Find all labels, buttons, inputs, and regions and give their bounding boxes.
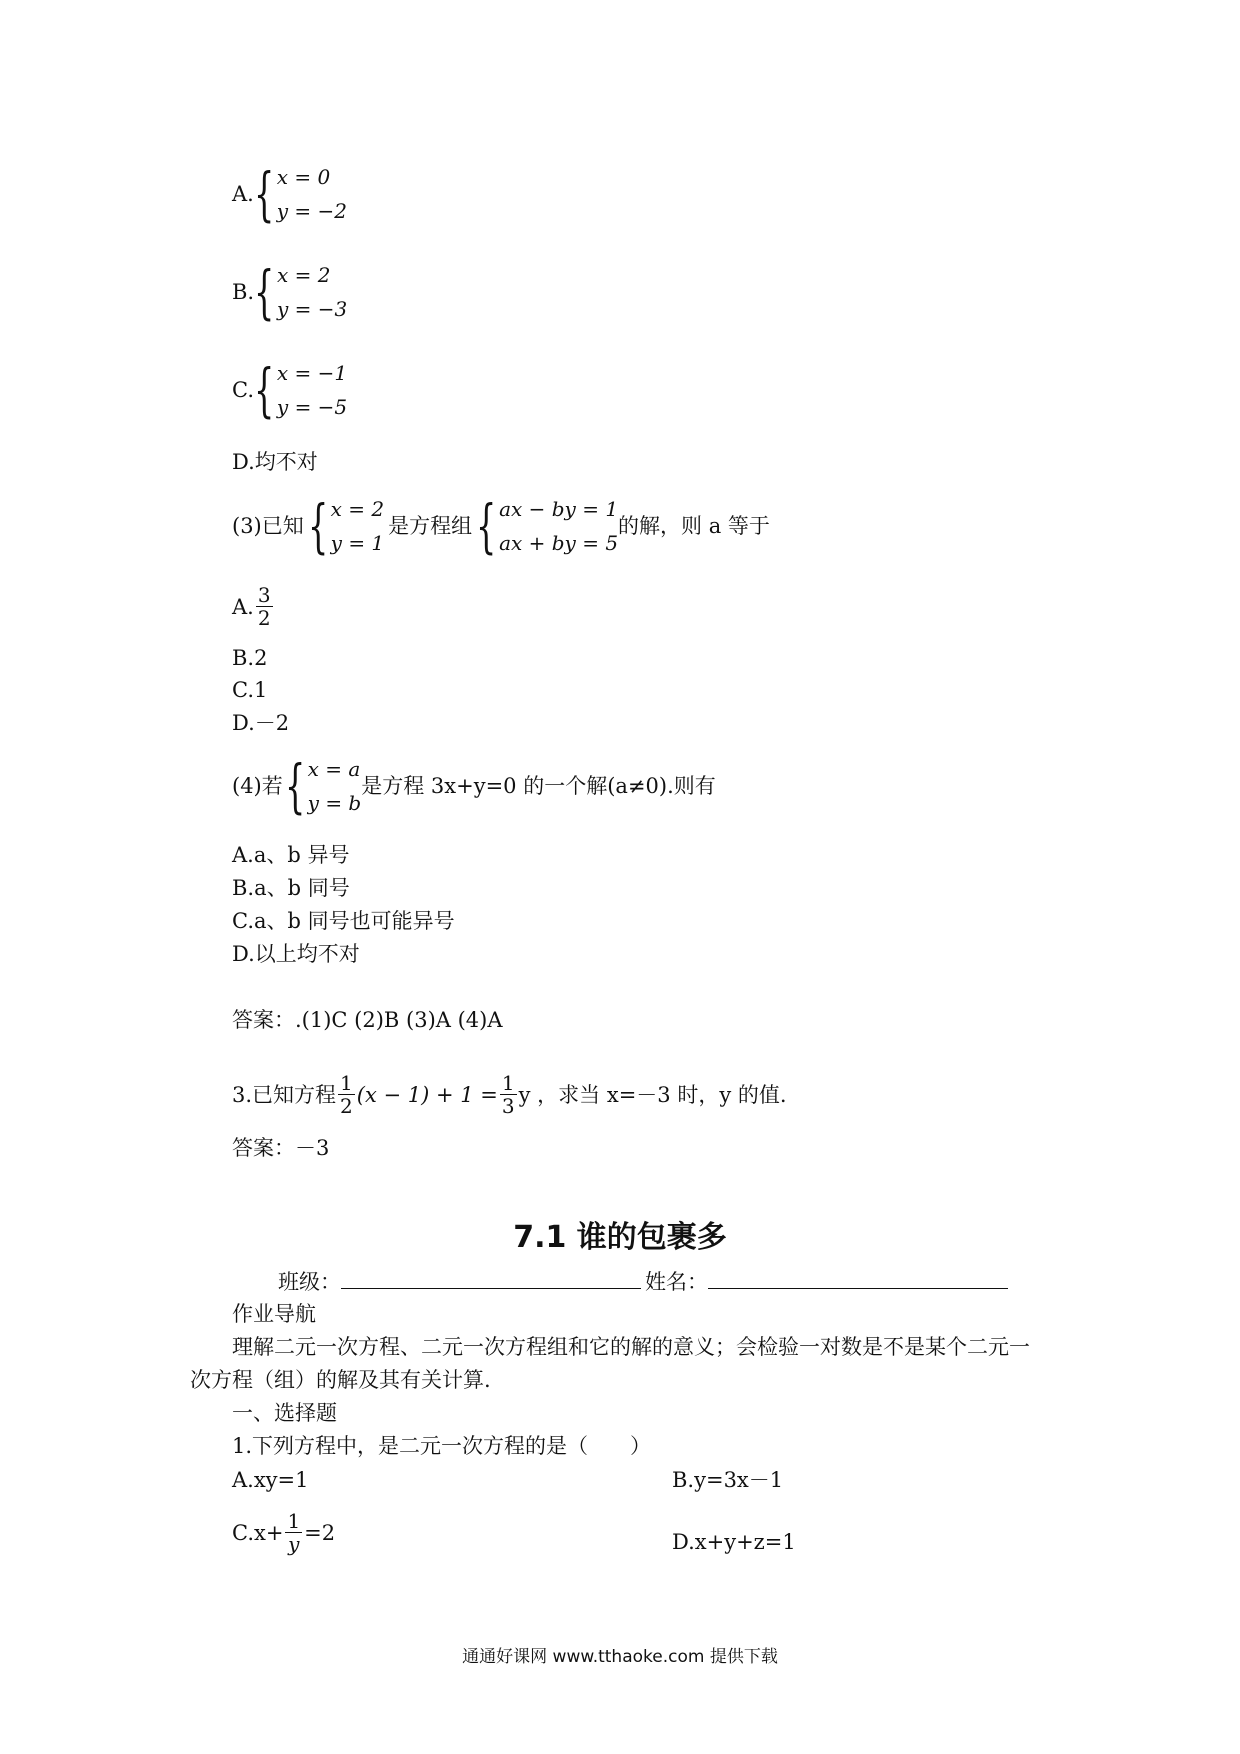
equation-row: x = −1 [276,361,348,385]
option-label: C. [232,378,254,402]
numerator: 1 [340,1071,353,1095]
question-1: 1.下列方程中，是二元一次方程的是（ ） [232,1434,652,1458]
class-label: 班级： [278,1270,341,1294]
brace: { [254,356,275,424]
option-b: B.a、b 同号 [232,876,350,900]
option-d: D.－2 [232,711,290,735]
option-d: D.以上均不对 [232,942,360,966]
option-c: C.1 [232,678,268,702]
equation-row: ax − by = 1 [499,497,619,521]
fraction [256,584,273,629]
equation-row: y = −2 [276,199,348,223]
denominator: 2 [340,1094,353,1118]
question-suffix: y ，求当 x=－3 时，y 的值. [518,1082,787,1107]
option-label: A. [232,182,254,206]
question-prefix: 3.已知方程 [232,1082,337,1107]
option-a: A.a、b 异号 [232,843,350,867]
option-c [232,1510,335,1555]
equation-row: y = −3 [277,297,348,321]
brace: { [476,492,497,560]
nav-heading: 作业导航 [232,1302,316,1326]
equation-row: y = b [307,791,362,815]
class-name-line [278,1268,1008,1294]
equation-row: x = 0 [276,165,331,189]
answer: 答案：.(1)C (2)B (3)A (4)A [232,1008,503,1032]
numerator: 3 [257,583,271,607]
question-prefix: (4)若 [232,774,283,798]
fraction [500,1072,517,1117]
denominator: 2 [257,606,271,630]
equation-row: x = 2 [330,497,385,521]
part-heading: 一、选择题 [232,1401,337,1425]
option-label: A. [232,594,254,619]
option-b: B.y=3x－1 [672,1468,784,1492]
question-suffix: 是方程 3x+y=0 的一个解(a≠0).则有 [361,774,716,798]
section-title: 7.1 谁的包裹多 [513,1220,727,1255]
brace: { [284,752,306,820]
numerator: 1 [501,1071,515,1095]
option-label: B. [232,280,255,304]
numerator: 1 [287,1509,301,1533]
question-suffix: 的解，则 a 等于 [618,514,770,538]
brace: { [254,258,275,326]
equation-row: y = 1 [330,531,385,555]
option-a [232,160,347,228]
name-blank [708,1268,1008,1289]
equation-row: ax + by = 5 [499,531,619,555]
brace: { [307,492,329,560]
description-line: 理解二元一次方程、二元一次方程组和它的解的意义；会检验一对数是不是某个二元一 [232,1335,1030,1359]
description-line: 次方程（组）的解及其有关计算. [190,1368,491,1392]
option-text: =2 [304,1520,336,1545]
question-prefix: (3)已知 [232,514,304,538]
equation-mid: (x − 1) + 1 = [356,1082,498,1107]
denominator: 3 [501,1094,515,1118]
fraction [285,1510,302,1555]
equation-row: x = 2 [277,263,331,287]
option-d: D.x+y+z=1 [672,1530,796,1554]
footer: 通通好课网 www.tthaoke.com 提供下载 [462,1647,778,1667]
brace: { [253,160,275,228]
denominator: y [288,1532,300,1556]
option-c [232,356,347,424]
option-b [232,258,347,326]
option-d: D.均不对 [232,450,318,474]
equation-row: x = a [307,757,361,781]
question-mid: 是方程组 [388,514,473,538]
option-b: B.2 [232,646,268,670]
option-a [232,584,275,629]
option-a: A.xy=1 [232,1468,309,1492]
name-label: 姓名： [645,1270,708,1294]
fraction [338,1072,355,1117]
answer: 答案：－3 [232,1136,330,1160]
class-blank [341,1268,641,1289]
question-equation [232,1072,787,1117]
question-3 [232,492,770,560]
option-c: C.a、b 同号也可能异号 [232,909,455,933]
equation-row: y = −5 [276,395,348,419]
question-4 [232,752,716,820]
option-text: C.x+ [232,1520,284,1545]
